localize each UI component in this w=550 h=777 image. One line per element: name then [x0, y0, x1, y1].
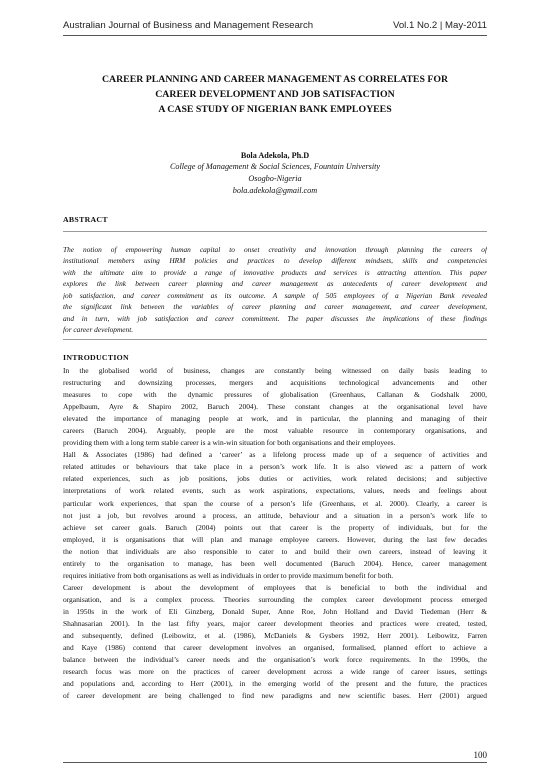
- author-name: Bola Adekola, Ph.D: [240, 151, 310, 160]
- body-line: careers (Baruch 2004). Arguably, people are the most valuable resource in contemporary organisations, and: [63, 426, 487, 436]
- body-line: related attitudes or behaviours that take place in a person’s work life. It is also viewed as: a pattern of work: [63, 462, 487, 472]
- author-affiliation: College of Management & Social Sciences, Fountain University: [169, 162, 381, 171]
- abstract-line: The notion of empowering human capital to onset creativity and innovation through planning the careers of: [63, 245, 487, 254]
- body-line: Career development is about the development of employees that is beneficial to both the individual and: [63, 582, 487, 592]
- body-line: measures to cope with the dynamic pressures of globalisation (Greenhaus, Callanan & Godshalk 2000,: [63, 390, 487, 400]
- body-line: research focus was more on the practices of career development across a wide range of career issues, settings: [63, 667, 487, 677]
- introduction-text: [63, 365, 487, 702]
- paper-title-line-1: CAREER PLANNING AND CAREER MANAGEMENT AS CORRELATES FOR: [101, 74, 449, 85]
- abstract-line: explores the link between career planning and career management as antecedents of career development and: [63, 279, 487, 289]
- body-line: achieve set career goals. Baruch (2004) points out that career is the property of individuals, but for the: [63, 522, 487, 532]
- paper-title-line-3: A CASE STUDY OF NIGERIAN BANK EMPLOYEES: [158, 104, 392, 115]
- body-line: not just a job, but revolves around a process, an attitude, behaviour and a situation in a person’s work life to: [63, 510, 487, 520]
- introduction-heading: INTRODUCTION: [63, 353, 129, 362]
- footer-rule: [63, 762, 487, 763]
- body-line: entirely to the organisation to manage, has been well documented (Baruch 2004). Hence, career management: [63, 558, 487, 568]
- journal-name: Australian Journal of Business and Management Research: [63, 20, 314, 31]
- abstract-text: [63, 244, 487, 336]
- body-line: and subsequently, defined (Leibowitz, et al. (1986), McDaniels & Gysbers 1992, Herr 2001). Leibowitz, Farren: [63, 631, 487, 641]
- header-rule: [63, 35, 487, 36]
- body-line: the notion that individuals are also responsible to cater to and build their own careers, instead of leaving it: [63, 546, 487, 556]
- author-location: Osogbo-Nigeria: [248, 174, 302, 183]
- abstract-line: for career development.: [63, 325, 134, 335]
- body-line: employed, it is organisations that will plan and manage employee careers. However, during the last few decades: [63, 534, 487, 544]
- abstract-bottom-rule: [63, 339, 487, 340]
- abstract-line: job satisfaction, and career commitment as its outcome. A sample of 505 employees of a Nigerian Bank revealed: [63, 290, 487, 300]
- abstract-line: institutional members using HRM policies and practices to develop different mindsets, skills and competencies: [63, 256, 487, 266]
- volume-issue: Vol.1 No.2 | May-2011: [392, 20, 487, 31]
- abstract-heading: ABSTRACT: [63, 215, 108, 224]
- body-line: elevated the importance of managing people at work, and in particular, the planning and managing of their: [63, 414, 487, 424]
- author-email: bola.adekola@gmail.com: [232, 186, 318, 195]
- body-line: balance between the individual’s career needs and the organisation’s work force requirements. In the 1990s, the: [63, 655, 487, 665]
- body-line: restructuring and downsizing processes, mergers and acquisitions technological advancements and other: [63, 378, 487, 388]
- body-line: providing them with a long term stable career is a win-win situation for both organisations and their employees.: [63, 438, 396, 448]
- body-line: related experiences, such as job positions, jobs duties or activities, work related decisions; and subjective: [63, 474, 487, 484]
- body-line: in 1950s in the work of Eli Ginzberg, Donald Super, Anne Roe, John Holland and David Tiedeman (Herr &: [63, 606, 487, 616]
- abstract-line: and in turn, with job satisfaction and career commitment. The paper discusses the implications of these findings: [63, 313, 487, 323]
- body-line: and populations and, according to Herr (2001), in the emerging world of the present and the future, the practices: [63, 679, 487, 689]
- abstract-line: the significant link between the variables of career planning and career management, and career development,: [63, 302, 487, 312]
- abstract-top-rule: [63, 231, 487, 232]
- page-number: 100: [473, 750, 487, 760]
- body-line: particular work experiences, that span the course of a person’s life (Greenhaus, et al. 2000). Clearly, a career is: [63, 498, 487, 508]
- body-line: requires initiative from both organisations as well as individuals in order to provide maximum benefit for both.: [63, 570, 394, 580]
- body-line: Shahnasarian 2001). In the last fifty years, major career development theories and practices were created, tested,: [63, 618, 487, 628]
- body-line: and Kaye (1986) contend that career development involves an organised, formalised, planned effort to achieve a: [63, 643, 487, 653]
- body-line: Hall & Associates (1986) had defined a ‘career’ as a lifelong process made up of a sequence of activities and: [63, 450, 487, 460]
- body-line: organisation, and is a complex process. Theories surrounding the complex career development process emerged: [63, 594, 487, 604]
- body-line: interpretations of work related events, such as work aspirations, expectations, values, needs and feelings about: [63, 486, 487, 496]
- body-line: In the globalised world of business, changes are constantly being witnessed on daily basis leading to: [63, 366, 487, 375]
- body-line: Appelbaum, Ayre & Shapiro 2002, Baruch 2004). These constant changes at the organisational level have: [63, 402, 487, 412]
- body-line: of career development are being challenged to find new paradigms and new scientific bases. Herr (2001) argued: [63, 691, 487, 701]
- abstract-line: with the ultimate aim to provide a range of innovative products and services is attracting attention. This paper: [63, 267, 487, 277]
- paper-title-line-2: CAREER DEVELOPMENT AND JOB SATISFACTION: [155, 89, 395, 100]
